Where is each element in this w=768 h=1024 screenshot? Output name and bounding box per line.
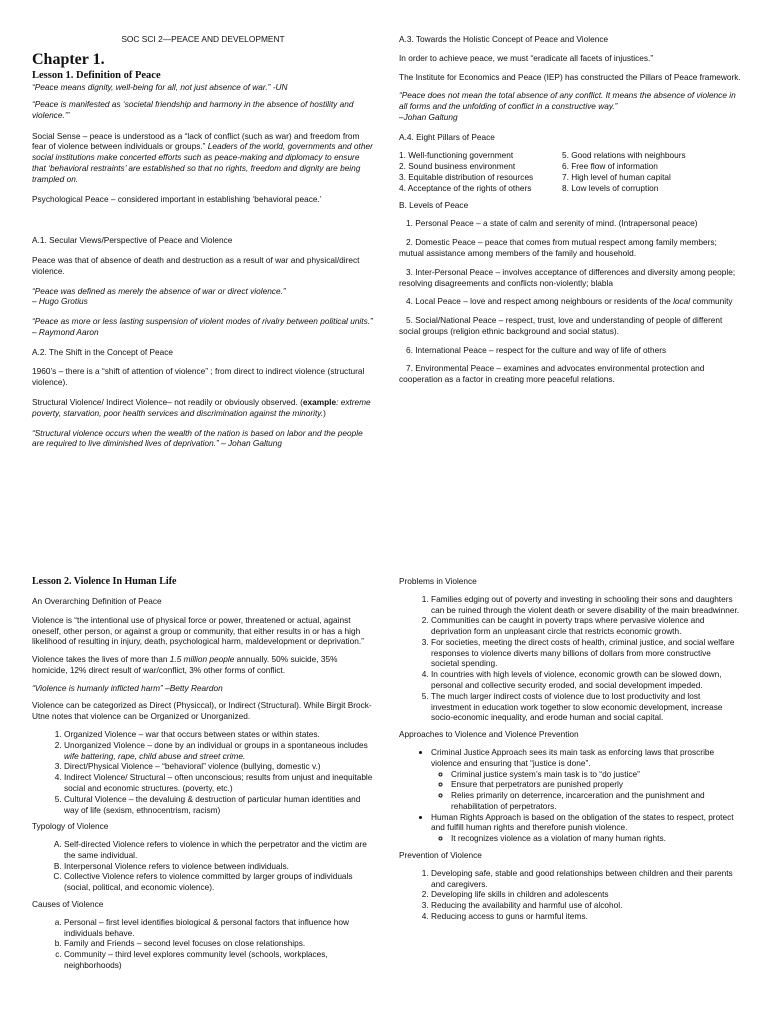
structural-violence-paragraph — [32, 397, 374, 419]
aaron-quote: “Peace as more or less lasting suspension of violent modes of rivalry between political units.” – Raymond Aaron — [32, 316, 373, 337]
list-item: A. Self-directed Violence refers to violence in which the perpetrator and the victim are the same individual. — [64, 839, 374, 861]
list-item: a. Personal – first level identifies biological & personal factors that influence how individuals behave. — [64, 917, 374, 939]
stats-italic: 1.5 million people — [169, 654, 235, 665]
pillar-item: 1. Well-functioning government — [399, 150, 514, 161]
list-item: 3. Direct/Physical Violence – “behavioral” violence (bullying, domestic v.) — [64, 761, 374, 772]
typology-list — [32, 839, 374, 893]
approaches-list — [399, 747, 741, 844]
list-item: 1. Organized Violence – war that occurs between states or within states. — [64, 729, 374, 740]
causes-list — [32, 917, 374, 971]
list-item: 4. Indirect Violence/ Structural – often unconscious; results from unjust and inequitable social and economic structures. (poverty, etc.) — [64, 772, 374, 794]
psychological-peace: Psychological Peace – considered important in establishing ‘behavioral peace.’ — [32, 194, 322, 205]
criminal-sub-list — [431, 769, 741, 812]
galtung-holistic-quote — [399, 90, 741, 122]
level-item: 5. Social/National Peace – respect, trust, love and understanding of people of different social groups (religion ethnic background and social status). — [399, 315, 723, 336]
structural-example-text: : extreme poverty, starvation, poor health services and discrimination against the minority. — [32, 397, 371, 418]
typology-heading: Typology of Violence — [32, 821, 109, 832]
top-left-column — [32, 34, 374, 455]
un-quote: “Peace means dignity, well-being for all, not just absence of war.” -UN — [32, 82, 288, 93]
problems-list — [399, 594, 741, 723]
list-item: 2. Communities can be caught in poverty traps where pervasive violence and deprivation form an unpleasant circle that restricts economic growth. — [431, 615, 741, 637]
galtung-structural-quote: “Structural violence occurs when the wealth of the nation is based on labor and the people are required to live diminished lives of deprivation.” – Johan Galtung — [32, 427, 363, 449]
list-item: C. Collective Violence refers to violence committed by larger groups of individuals (social, political, and economic violence). — [64, 871, 374, 893]
unorganized-lead: Unorganized Violence – done by an individual or groups in a spontaneous includes — [64, 739, 368, 750]
level-item: 1. Personal Peace – a state of calm and serenity of mind. (Intrapersonal peace) — [406, 218, 698, 229]
stats-lead: Violence takes the lives of more than — [32, 654, 170, 665]
prevention-heading: Prevention of Violence — [399, 849, 482, 860]
criminal-justice-text: Criminal Justice Approach sees its main task as enforcing laws that proscribe violence and ensuring that “justice is done”. — [431, 746, 715, 768]
structural-example-label: example — [302, 397, 337, 407]
list-item — [431, 747, 741, 812]
pillar-item: 2. Sound business environment — [399, 161, 516, 172]
galtung-holistic-text: “Peace does not mean the total absence of any conflict. It means the absence of violence in all forms and the unfolding of conflict in a constructive way.” — [399, 90, 736, 112]
lesson2-title: Lesson 2. Violence In Human Life — [32, 576, 177, 587]
pillar-item: 5. Good relations with neighbours — [562, 150, 686, 161]
pillar-item: 8. Low levels of corruption — [562, 182, 659, 193]
a3-heading: A.3. Towards the Holistic Concept of Peace and Violence — [399, 34, 609, 44]
level-item: 3. Inter-Personal Peace – involves acceptance of differences and diversity among people; resolving disagreements and conflicts non-violently; blabla — [399, 266, 736, 288]
lesson1-title: Lesson 1. Definition of Peace — [32, 69, 161, 81]
list-item: 4. Reducing access to guns or harmful items. — [431, 911, 741, 922]
top-right-column — [399, 34, 741, 393]
list-item: 5. Cultural Violence – the devaluing & destruction of particular human identities and way of life (sexism, ethnocentrism, racism) — [64, 794, 374, 816]
galtung-holistic-author: –Johan Galtung — [399, 111, 458, 122]
list-item: B. Interpersonal Violence refers to violence between individuals. — [64, 861, 374, 872]
pillar-item: 7. High level of human capital — [562, 172, 671, 183]
unorganized-italic: wife battering, rape, child abuse and street crime. — [64, 750, 246, 761]
list-item: 3. For societies, meeting the direct costs of health, criminal justice, and social welfare responses to violence diverts many billions of dollars from more constructive societal spending. — [431, 637, 741, 669]
violence-statistics — [32, 654, 374, 676]
a2-heading: A.2. The Shift in the Concept of Peace — [32, 346, 173, 357]
list-item: ◦ Ensure that perpetrators are punished properly — [451, 779, 741, 790]
pillar-item: 6. Free flow of information — [562, 161, 658, 172]
human-rights-text: Human Rights Approach is based on the obligation of the states to respect, protect and fulfill human rights and therefore punish violence. — [431, 811, 734, 833]
grotius-quote-text: “Peace was defined as merely the absence of war or direct violence.” — [32, 285, 286, 296]
social-sense-lead: Social Sense – peace is understood as a “lack of conflict (such as war) and freedom from fear of violence between individuals or groups.” — [32, 130, 360, 152]
level-item: 6. International Peace – respect for the culture and way of life of others — [406, 344, 667, 355]
list-item: ◦ Relies primarily on deterrence, incarceration and the punishment and rehabilitation of perpetrators. — [451, 790, 741, 812]
level-item: 7. Environmental Peace – examines and advocates environmental protection and cooperation as a factor in creating more peaceful relations. — [399, 363, 705, 385]
chapter-title: Chapter 1. — [32, 50, 105, 68]
local-end: community — [690, 296, 733, 307]
level-item-local — [399, 296, 741, 307]
a1-heading: A.1. Secular Views/Perspective of Peace and Violence — [32, 235, 233, 246]
course-header: SOC SCI 2—PEACE AND DEVELOPMENT — [121, 34, 285, 44]
pillar-item: 4. Acceptance of the rights of others — [399, 182, 532, 193]
structural-end: ) — [323, 407, 326, 418]
harmony-quote: “Peace is manifested as ‘societal friendship and harmony in the absence of hostility and violence.’” — [32, 98, 354, 120]
social-sense-paragraph — [32, 131, 374, 185]
prevention-list — [399, 868, 741, 922]
grotius-quote-author: – Hugo Grotius — [32, 296, 88, 307]
list-item: 2. Developing life skills in children and adolescents — [431, 889, 741, 900]
list-item: 3. Reducing the availability and harmful use of alcohol. — [431, 900, 741, 911]
a4-heading: A.4. Eight Pillars of Peace — [399, 131, 495, 142]
local-italic: local — [673, 296, 691, 307]
list-item — [64, 740, 374, 762]
list-item: c. Community – third level explores community level (schools, workplaces, neighborhoods) — [64, 949, 374, 971]
local-lead: 4. Local Peace – love and respect among neighbours or residents of the — [406, 296, 674, 307]
list-item: ◦ It recognizes violence as a violation of many human rights. — [451, 833, 741, 844]
social-sense-italic: Leaders of the world, governments and other social institutions make concerted efforts such as peace-making and diplomacy to ensure that ‘behavioral restraints’ are established so that no rights, freedom and dignity are being trampled on. — [32, 141, 373, 184]
bottom-left-column — [32, 575, 374, 977]
grotius-quote — [32, 286, 374, 308]
list-item: 1. Families edging out of poverty and investing in schooling their sons and daughters can be ruined through the violent death or severe disability of the main breadwinner. — [431, 594, 741, 616]
levels-heading: B. Levels of Peace — [399, 199, 469, 210]
a3-text: In order to achieve peace, we must “eradicate all facets of injustices.” — [399, 52, 654, 63]
categorized-text: Violence can be categorized as Direct (Physiccal), or Indirect (Structural). While Birgit Brock-Utne notes that violence can be Organized or Unorganized. — [32, 700, 372, 722]
a1-text: Peace was that of absence of death and destruction as a result of war and physical/direct violence. — [32, 254, 360, 276]
approaches-heading: Approaches to Violence and Violence Prevention — [399, 729, 579, 740]
pillar-item: 3. Equitable distribution of resources — [399, 172, 534, 183]
bottom-right-column — [399, 576, 741, 928]
overarching-heading: An Overarching Definition of Peace — [32, 596, 162, 606]
causes-heading: Causes of Violence — [32, 898, 104, 909]
list-item — [431, 812, 741, 844]
violence-types-list — [32, 729, 374, 815]
iep-text: The Institute for Economics and Peace (IEP) has constructed the Pillars of Peace framework. — [399, 71, 741, 82]
violence-definition: Violence is “the intentional use of physical force or power, threatened or actual, against oneself, other person, or against a group or community, that either results in or has a high likelihood of resulting in injury, death, psychological harm, maldevelopment or deprivation.” — [32, 614, 364, 647]
human-sub-list — [431, 833, 741, 844]
list-item: 5. The much larger indirect costs of violence due to lost productivity and lost investment in education work together to slow economic development, increase socio-economic inequality, and erode human and social capital. — [431, 691, 741, 723]
list-item: b. Family and Friends – second level focuses on close relationships. — [64, 938, 374, 949]
reardon-quote: “Violence is humanly inflicted harm” –Betty Reardon — [32, 682, 223, 693]
list-item: 4. In countries with high levels of violence, economic growth can be slowed down, personal and collective security eroded, and social development impeded. — [431, 669, 741, 691]
problems-heading: Problems in Violence — [399, 576, 477, 586]
list-item: ◦ Criminal justice system’s main task is to “do justice” — [451, 769, 741, 780]
pillars-grid — [399, 150, 741, 193]
structural-lead: Structural Violence/ Indirect Violence– not readily or obviously observed. ( — [32, 397, 303, 407]
stats-end: annually. 50% suicide, 35% homicide, 12% direct result of war/conflict, 3% other forms of conflict. — [32, 654, 338, 675]
level-item: 2. Domestic Peace – peace that comes from mutual respect among family members; mutual assistance among members of the family and household. — [399, 237, 717, 258]
a2-text: 1960’s – there is a “shift of attention of violence” ; from direct to indirect violence (structural violence). — [32, 366, 365, 388]
list-item: 1. Developing safe, stable and good relationships between children and their parents and caregivers. — [431, 868, 741, 890]
